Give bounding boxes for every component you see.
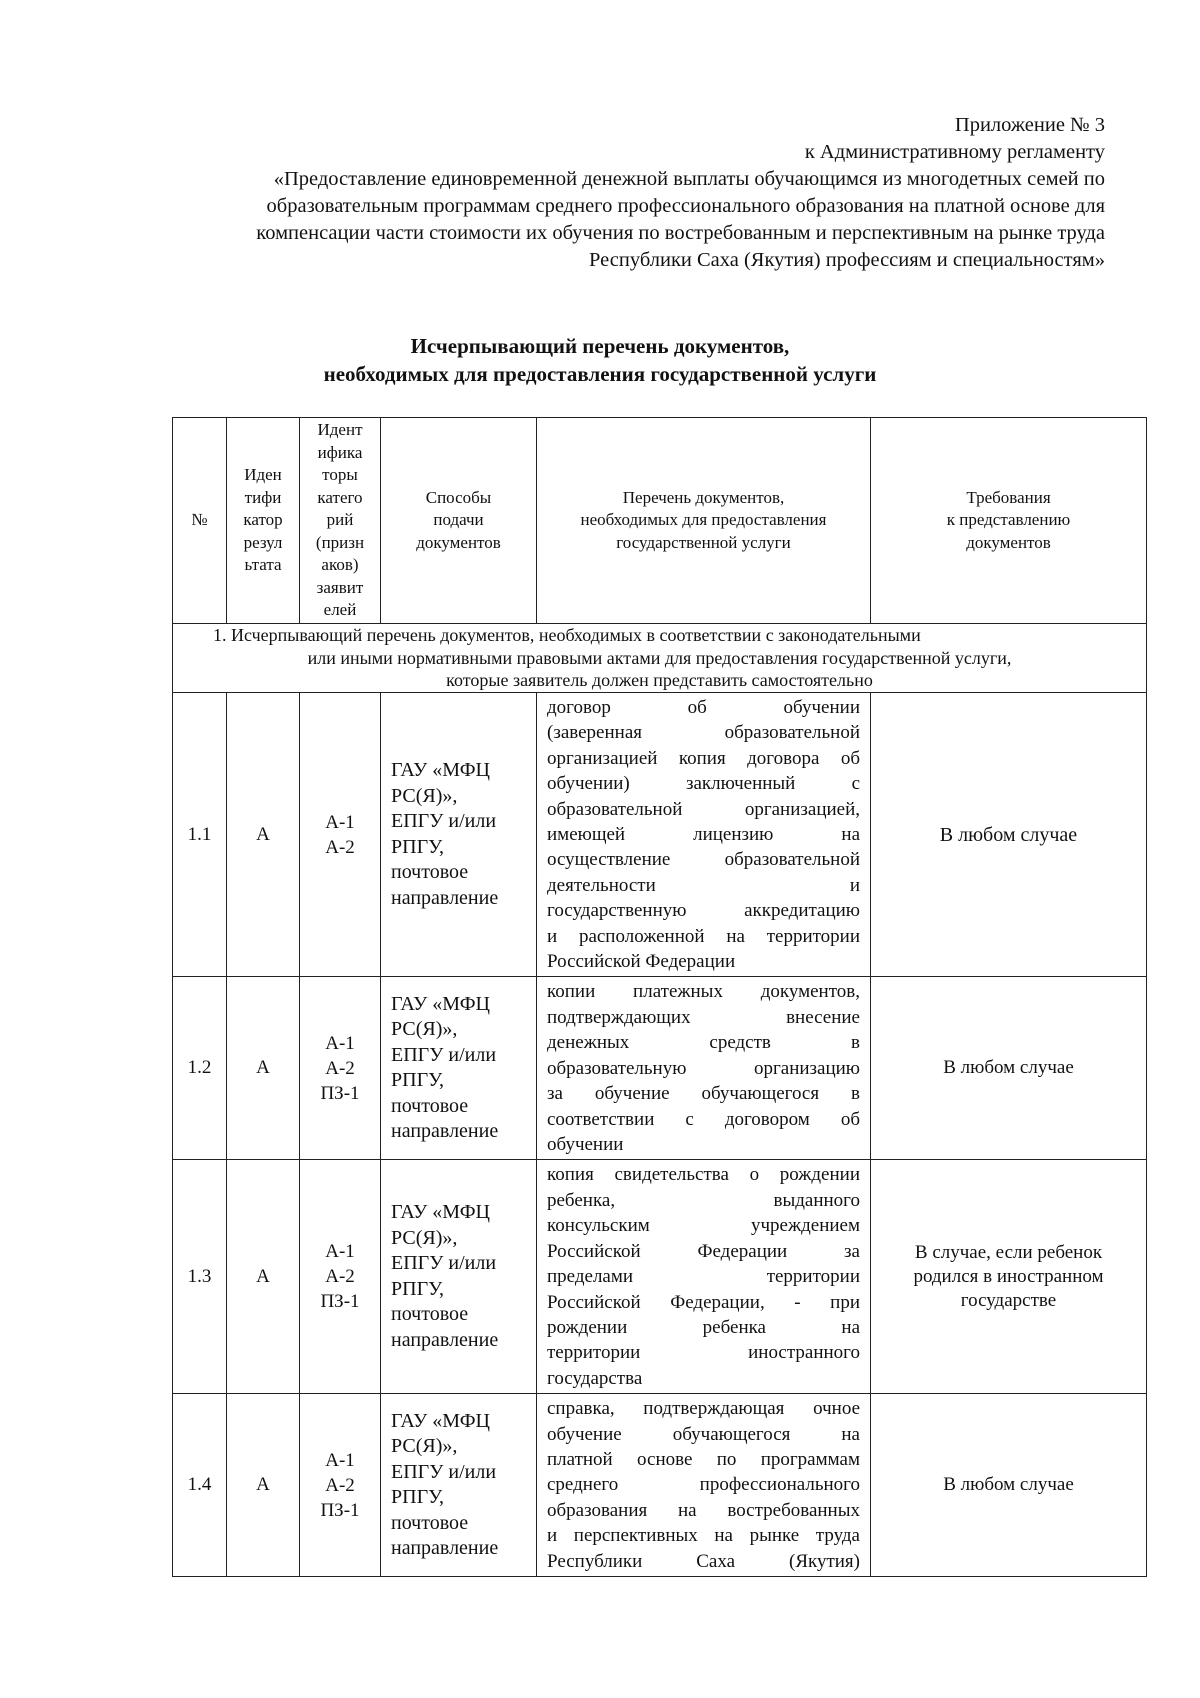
document-line: пределами территории [547, 1266, 860, 1288]
appendix-regulation-name: «Предоставление единовременной денежной выплаты обучающимся из многодетных семей по [273, 168, 1105, 190]
requirements [871, 693, 1147, 977]
documents-list [537, 977, 871, 1160]
category-code: А-1 [325, 811, 355, 833]
document-line: имеющей лицензию на [547, 824, 860, 846]
header-line: елей [323, 600, 357, 620]
category-identifiers [300, 1394, 381, 1577]
documents-table [172, 417, 1147, 1577]
submission-ways [381, 1394, 537, 1577]
table-row [173, 977, 1147, 1160]
category-code: А-2 [325, 1057, 355, 1079]
submission-way-line: ЕПГУ и/или [391, 1043, 497, 1066]
header-line: документов [416, 532, 501, 552]
category-code: А-2 [325, 1266, 355, 1288]
header-line: Иден [244, 465, 282, 485]
submission-ways [381, 977, 537, 1160]
submission-way-line: почтовое [391, 1094, 469, 1117]
document-line: организацией копия договора об [547, 747, 860, 769]
submission-way-line: ГАУ «МФЦ [391, 1201, 490, 1224]
document-line: обучении) заключенный с [547, 773, 860, 795]
document-line: Российской Федерации [547, 951, 736, 973]
header-line: ифика [317, 442, 363, 462]
header-line: (призн [315, 532, 365, 552]
requirements [871, 1160, 1147, 1394]
row-number: 1.3 [173, 1160, 227, 1394]
section-heading-line: которые заявитель должен представить самостоятельно [446, 670, 873, 691]
document-line: государственную аккредитацию [547, 900, 860, 922]
header-line: торы [322, 465, 358, 485]
submission-way-line: РС(Я)», [391, 1018, 458, 1041]
header-result-identifier [227, 418, 300, 624]
submission-way-line: РПГУ, [391, 1486, 445, 1509]
requirement-line: В случае, если ребенок [914, 1241, 1103, 1263]
document-line: среднего профессионального [547, 1474, 860, 1496]
requirement-line: В любом случае [943, 1057, 1074, 1079]
header-line: аков) [321, 555, 359, 575]
header-submission-ways [381, 418, 537, 624]
appendix-reference: к Административному регламенту [804, 141, 1105, 163]
submission-way-line: направление [391, 1328, 499, 1351]
header-line: тифи [244, 487, 282, 507]
requirements [871, 977, 1147, 1160]
documents-list [537, 693, 871, 977]
document-line: копии платежных документов, [547, 981, 860, 1003]
document-line: ребенка, выданного [547, 1189, 860, 1211]
submission-way-line: РС(Я)», [391, 1435, 458, 1458]
section-heading-line: или иными нормативными правовыми актами для предоставления государственной услуги, [307, 647, 1012, 668]
submission-way-line: почтовое [391, 1303, 469, 1326]
header-number: № [173, 418, 227, 624]
requirement-line: государстве [960, 1289, 1057, 1311]
submission-way-line: ЕПГУ и/или [391, 810, 497, 833]
submission-way-line: ГАУ «МФЦ [391, 759, 490, 782]
header-line: Идент [317, 420, 363, 440]
row-number: 1.2 [173, 977, 227, 1160]
submission-way-line: ЕПГУ и/или [391, 1252, 497, 1275]
category-identifiers [300, 693, 381, 977]
document-line: государства [547, 1367, 643, 1389]
header-line: подачи [433, 510, 484, 530]
submission-way-line: ГАУ «МФЦ [391, 992, 490, 1015]
header-line: ьтата [244, 555, 282, 575]
header-line: Перечень документов, [622, 487, 785, 507]
requirements [871, 1394, 1147, 1577]
header-line: резул [243, 532, 283, 552]
document-line: образования на востребованных [547, 1499, 860, 1521]
requirement-line: В любом случае [939, 823, 1078, 846]
submission-ways [381, 693, 537, 977]
table-row [173, 1160, 1147, 1394]
header-line: Способы [425, 487, 492, 507]
document-line: денежных средств в [547, 1032, 860, 1054]
document-line: соответствии с договором об [547, 1108, 860, 1130]
document-title-line: необходимых для предоставления государственной услуги [323, 362, 877, 386]
header-line: документов [966, 532, 1051, 552]
header-line: к представлению [946, 510, 1071, 530]
result-identifier: А [227, 693, 300, 977]
header-requirements [871, 418, 1147, 624]
row-number: 1.1 [173, 693, 227, 977]
header-documents-list [537, 418, 871, 624]
appendix-number: Приложение № 3 [954, 114, 1105, 136]
row-number: 1.4 [173, 1394, 227, 1577]
document-line: обучение обучающегося на [547, 1423, 860, 1445]
category-identifiers [300, 977, 381, 1160]
document-line: и перспективных на рынке труда [547, 1525, 860, 1547]
category-code: ПЗ-1 [320, 1082, 360, 1104]
category-code: А-1 [325, 1032, 355, 1054]
submission-way-line: РС(Я)», [391, 1226, 458, 1249]
section-heading [173, 624, 1147, 693]
submission-way-line: направление [391, 1120, 499, 1143]
category-identifiers [300, 1160, 381, 1394]
document-line: осуществление образовательной [547, 849, 860, 871]
category-code: А-1 [325, 1241, 355, 1263]
header-category-identifiers [300, 418, 381, 624]
submission-way-line: РПГУ, [391, 835, 445, 858]
table-header-row [173, 418, 1147, 624]
requirement-line: В любом случае [943, 1474, 1074, 1496]
document-line: Республики Саха (Якутия) [547, 1550, 860, 1572]
document-line: справка, подтверждающая очное [547, 1398, 860, 1420]
header-line: заявит [316, 577, 364, 597]
category-code: ПЗ-1 [320, 1291, 360, 1313]
header-line: катего [317, 487, 363, 507]
appendix-header [145, 112, 1105, 274]
submission-way-line: почтовое [391, 1511, 469, 1534]
requirement-line: родился в иностранном [913, 1265, 1104, 1287]
document-line: платной основе по программам [547, 1448, 860, 1470]
section-heading-line: 1. Исчерпывающий перечень документов, необходимых в соответствии с законодательными [213, 625, 921, 646]
documents-list [537, 1394, 871, 1577]
document-line: Российской Федерации за [547, 1240, 860, 1262]
header-line: необходимых для предоставления [580, 510, 827, 530]
document-line: подтверждающих внесение [547, 1006, 860, 1028]
header-line: катор [243, 510, 283, 530]
document-line: копия свидетельства о рождении [547, 1164, 860, 1186]
document-line: обучении [547, 1133, 624, 1155]
document-line: за обучение обучающегося в [547, 1083, 860, 1105]
appendix-regulation-name: образовательным программам среднего профессионального образования на платной основе для [266, 195, 1105, 217]
submission-way-line: направление [391, 1537, 499, 1560]
header-line: Требования [966, 487, 1051, 507]
submission-way-line: направление [391, 886, 499, 909]
submission-way-line: РПГУ, [391, 1277, 445, 1300]
appendix-regulation-name: Республики Саха (Якутия) профессиям и специальностям» [589, 249, 1105, 271]
category-code: ПЗ-1 [320, 1499, 360, 1521]
document-line: деятельности и [547, 874, 860, 896]
submission-way-line: РПГУ, [391, 1069, 445, 1092]
submission-way-line: ГАУ «МФЦ [391, 1409, 490, 1432]
document-line: (заверенная образовательной [547, 722, 860, 744]
appendix-regulation-name: компенсации части стоимости их обучения по востребованным и перспективным на рынке труда [256, 222, 1105, 244]
document-line: Российской Федерации, - при [547, 1291, 860, 1313]
document-line: территории иностранного [547, 1342, 860, 1364]
result-identifier: А [227, 1394, 300, 1577]
header-line: рий [326, 510, 354, 530]
section-row [173, 624, 1147, 693]
document-line: консульским учреждением [547, 1215, 860, 1237]
document-line: образовательную организацию [547, 1057, 860, 1079]
submission-way-line: ЕПГУ и/или [391, 1460, 497, 1483]
category-code: А-1 [325, 1449, 355, 1471]
result-identifier: А [227, 977, 300, 1160]
submission-way-line: РС(Я)», [391, 784, 458, 807]
submission-ways [381, 1160, 537, 1394]
documents-list [537, 1160, 871, 1394]
result-identifier: А [227, 1160, 300, 1394]
table-row [173, 693, 1147, 977]
table-row [173, 1394, 1147, 1577]
submission-way-line: почтовое [391, 861, 469, 884]
header-line: государственной услуги [616, 532, 791, 552]
document-line: образовательной организацией, [547, 798, 860, 820]
document-line: договор об обучении [547, 697, 860, 718]
category-code: А-2 [325, 836, 355, 858]
document-title [0, 332, 1200, 388]
category-code: А-2 [325, 1474, 355, 1496]
document-line: и расположенной на территории [547, 925, 860, 947]
document-line: рождении ребенка на [547, 1316, 860, 1338]
document-title-line: Исчерпывающий перечень документов, [410, 334, 790, 358]
